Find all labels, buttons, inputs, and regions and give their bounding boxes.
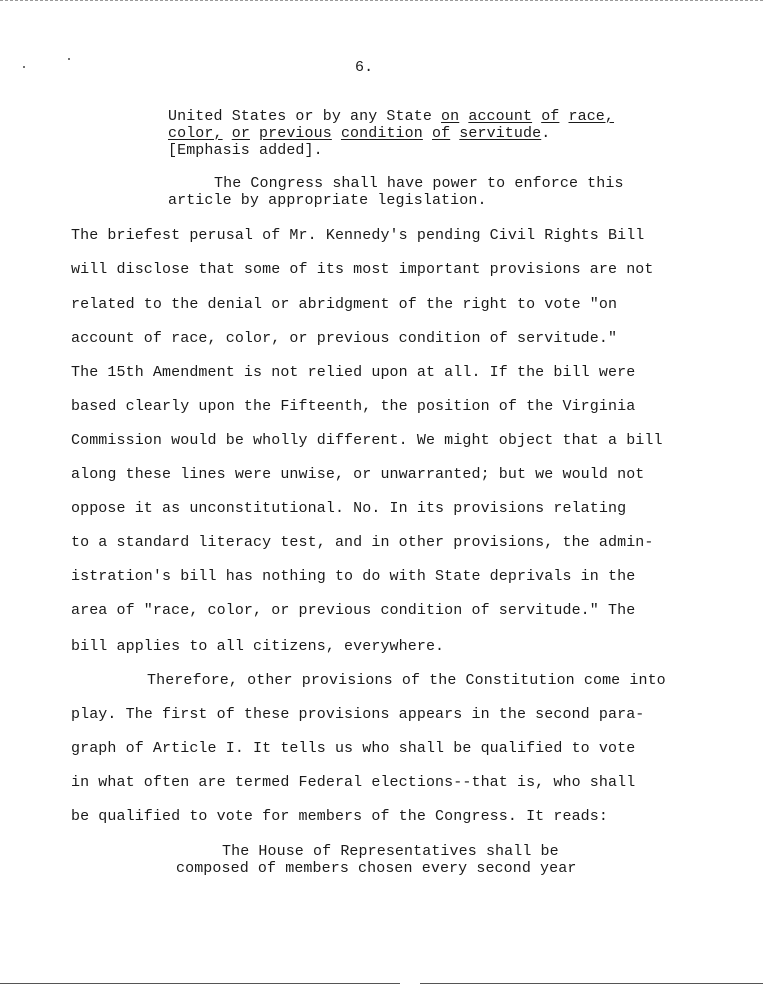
emphasized-text: of (431, 125, 451, 142)
emphasized-text: condition (340, 125, 423, 142)
space (459, 108, 468, 125)
quote-line: The House of Representatives shall be (222, 843, 559, 860)
quote-line: composed of members chosen every second year (176, 860, 577, 877)
quote-text: United States or by any State (168, 108, 442, 125)
body-line: play. The first of these provisions appears in the second para- (71, 706, 645, 723)
space (532, 108, 541, 125)
emphasized-text: account (468, 108, 533, 125)
scan-speck (23, 66, 25, 68)
body-line: bill applies to all citizens, everywhere. (71, 638, 445, 655)
scan-top-edge (0, 0, 763, 1)
body-line: to a standard literacy test, and in other provisions, the admin- (71, 534, 654, 551)
body-line: Therefore, other provisions of the Constitution come into (147, 672, 666, 689)
body-line: account of race, color, or previous condition of servitude." (71, 330, 618, 347)
space (450, 125, 459, 142)
space (559, 108, 568, 125)
space (332, 125, 341, 142)
space (423, 125, 432, 142)
page-number: 6. (355, 59, 374, 76)
body-line: Commission would be wholly different. We might object that a bill (71, 432, 663, 449)
quote-text: . (541, 125, 551, 142)
body-line: istration's bill has nothing to do with State deprivals in the (71, 568, 636, 585)
scan-speck (68, 58, 70, 60)
body-line: will disclose that some of its most important provisions are not (71, 261, 654, 278)
body-line: in what often are termed Federal elections--that is, who shall (71, 774, 636, 791)
quote-line (168, 108, 614, 125)
body-line: based clearly upon the Fifteenth, the position of the Virginia (71, 398, 636, 415)
emphasized-text: previous (259, 125, 332, 142)
quote-line (168, 125, 550, 142)
emphasized-text: on (441, 108, 460, 125)
emphasized-text: servitude (459, 125, 542, 142)
body-line: along these lines were unwise, or unwarranted; but we would not (71, 466, 645, 483)
emphasized-text: of (541, 108, 560, 125)
quote-line: article by appropriate legislation. (168, 192, 487, 209)
quote-line: The Congress shall have power to enforce this (214, 175, 624, 192)
body-line: area of "race, color, or previous condition of servitude." The (71, 602, 636, 619)
scan-bottom-edge (0, 983, 400, 984)
body-line: oppose it as unconstitutional. No. In its provisions relating (71, 500, 627, 517)
emphasized-text: race, (568, 108, 615, 125)
emphasized-text: color, (168, 125, 223, 142)
emphasized-text: or (231, 125, 250, 142)
body-line: The 15th Amendment is not relied upon at all. If the bill were (71, 364, 636, 381)
body-line: be qualified to vote for members of the Congress. It reads: (71, 808, 608, 825)
body-line: related to the denial or abridgment of the right to vote "on (71, 296, 618, 313)
space (223, 125, 232, 142)
space (250, 125, 259, 142)
body-line: The briefest perusal of Mr. Kennedy's pending Civil Rights Bill (71, 227, 645, 244)
body-line: graph of Article I. It tells us who shall be qualified to vote (71, 740, 636, 757)
scan-bottom-edge (420, 983, 763, 984)
quote-line: [Emphasis added]. (168, 142, 323, 159)
